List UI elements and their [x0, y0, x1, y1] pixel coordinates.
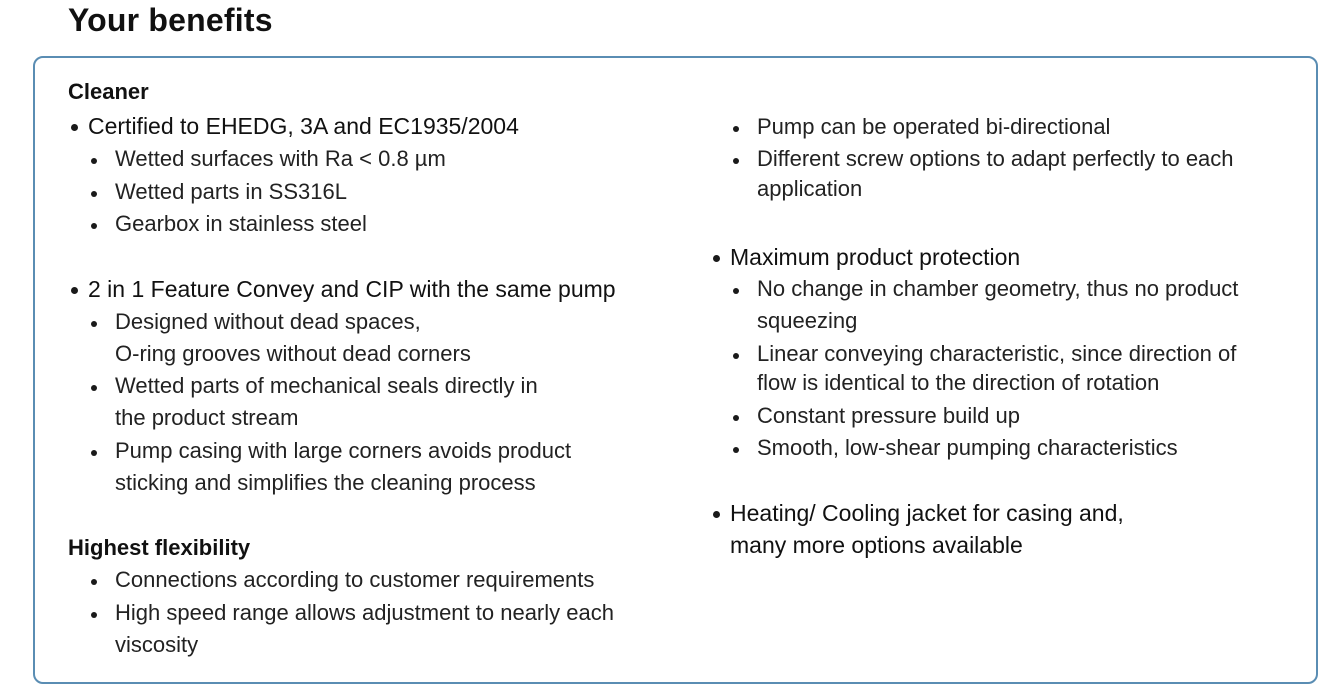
protection-item-line: No change in chamber geometry, thus no product [757, 276, 1239, 301]
bullet-dot [733, 415, 739, 421]
certified-item: Wetted parts in SS316L [115, 179, 347, 204]
flexibility-item-line: viscosity [115, 632, 199, 657]
flexibility-heading: Highest flexibility [68, 535, 251, 560]
feature-item-line: the product stream [115, 405, 299, 430]
cleaner-heading: Cleaner [68, 79, 149, 104]
bullet-dot [713, 255, 720, 262]
flexibility-item-line: High speed range allows adjustment to nearly each [115, 600, 614, 625]
bullet-dot [71, 124, 78, 131]
bullet-dot [733, 288, 739, 294]
bullet-dot [71, 287, 78, 294]
bullet-dot [733, 447, 739, 453]
feature-item-line: sticking and simplifies the cleaning process [115, 470, 536, 495]
top-item-line: application [757, 176, 863, 201]
bullet-dot [91, 450, 97, 456]
protection-item-line: Smooth, low-shear pumping characteristics [757, 435, 1178, 460]
bullet-dot [733, 353, 739, 359]
protection-item-line: Constant pressure build up [757, 403, 1020, 428]
bullet-dot [733, 126, 739, 132]
page-title: Your benefits [68, 2, 273, 38]
protection-label: Maximum product protection [730, 244, 1021, 270]
certified-item: Gearbox in stainless steel [115, 211, 367, 236]
bullet-dot [91, 191, 97, 197]
heating-label-line: many more options available [730, 532, 1023, 558]
feature-item-line: Pump casing with large corners avoids product [115, 438, 572, 463]
protection-item-line: flow is identical to the direction of rotation [757, 370, 1160, 395]
top-item-line: Pump can be operated bi-directional [757, 114, 1111, 139]
certified-item: Wetted surfaces with Ra < 0.8 µm [115, 146, 446, 171]
bullet-dot [91, 579, 97, 585]
feature-item-line: Wetted parts of mechanical seals directly in [115, 373, 538, 398]
bullet-dot [91, 385, 97, 391]
feature-label: 2 in 1 Feature Convey and CIP with the same pump [88, 276, 616, 302]
feature-item-line: O-ring grooves without dead corners [115, 341, 471, 366]
protection-item-line: Linear conveying characteristic, since direction of [757, 341, 1237, 366]
bullet-dot [91, 158, 97, 164]
heating-label-line: Heating/ Cooling jacket for casing and, [730, 500, 1124, 526]
feature-item-line: Designed without dead spaces, [115, 309, 421, 334]
bullet-dot [91, 321, 97, 327]
bullet-dot [91, 612, 97, 618]
bullet-dot [733, 158, 739, 164]
top-item-line: Different screw options to adapt perfectly to each [757, 146, 1234, 171]
bullet-dot [713, 511, 720, 518]
bullet-dot [91, 223, 97, 229]
flexibility-item-line: Connections according to customer requirements [115, 567, 595, 592]
certified-label: Certified to EHEDG, 3A and EC1935/2004 [88, 113, 519, 139]
protection-item-line: squeezing [757, 308, 858, 333]
